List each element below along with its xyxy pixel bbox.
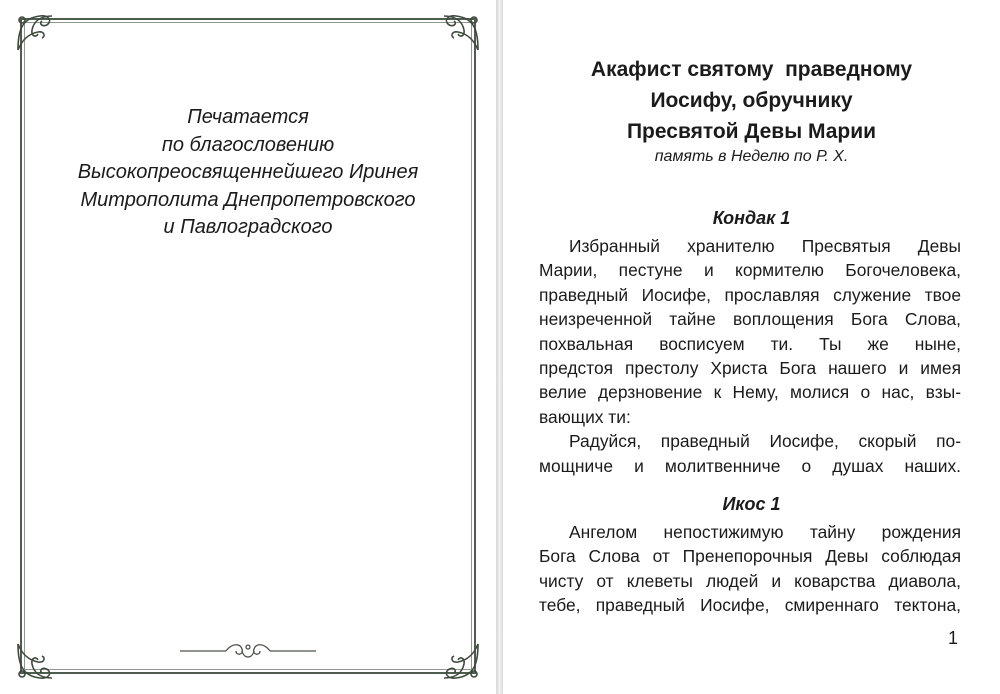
blessing-line: Высокопреосвященнейшего Иринея — [77, 161, 419, 183]
commemoration-subtitle: память в Неделю по Р. Х. — [654, 148, 849, 165]
corner-ornament-icon — [438, 10, 484, 56]
ikos-heading: Икос 1 — [722, 494, 781, 514]
text-line: предстоя престолу Христа Бога нашего и имея — [539, 357, 961, 378]
bottom-flourish-icon — [178, 640, 318, 662]
title-line: Иосифу, обручнику — [650, 89, 853, 112]
title-line: Пресвятой Девы Марии — [626, 120, 877, 143]
text-line: мощниче и молитвенниче о душах наших. — [539, 455, 961, 476]
text-line: похвальная восписуем ти. Ты же ныне, — [539, 333, 961, 354]
kondak-heading: Кондак 1 — [712, 208, 791, 228]
text-line: чисту от клеветы людей и коварства диавола, — [539, 570, 961, 591]
text-line: Радуйся, праведный Иосифе, скорый по- — [569, 431, 961, 452]
kondak-text — [539, 234, 961, 478]
text-line: праведный Иосифе, прославляя служение твое — [539, 284, 961, 305]
text-line: Бога Слова от Пренепорочныя Девы соблюдая — [539, 546, 961, 567]
akathist-title — [503, 54, 1000, 167]
corner-ornament-icon — [12, 638, 58, 684]
text-line: Избранный хранителю Пресвятыя Девы — [569, 236, 961, 256]
left-page — [0, 0, 496, 694]
text-line: вающих ти: — [539, 406, 631, 427]
blessing-line: Митрополита Днепропетровского — [80, 188, 416, 211]
text-line: Ангелом непостижимую тайну рождения — [569, 522, 961, 542]
right-page — [503, 0, 1000, 694]
text-line: велие дерзновение к Нему, молися о нас, взы- — [539, 382, 961, 403]
book-gutter — [496, 0, 503, 694]
title-line: Акафист святому праведному — [590, 58, 913, 81]
blessing-line: по благословению — [161, 133, 335, 156]
blessing-line: Печатается — [187, 106, 309, 128]
page-number: 1 — [947, 628, 958, 648]
corner-ornament-icon — [438, 638, 484, 684]
text-line: тебе, праведный Иосифе, смиреннаго тектона, — [539, 595, 961, 616]
corner-ornament-icon — [12, 10, 58, 56]
ikos-text — [539, 520, 961, 618]
text-line: Марии, пестуне и кормителю Богочеловека, — [539, 260, 961, 281]
blessing-line: и Павлоградского — [163, 216, 333, 238]
blessing-text — [40, 104, 456, 242]
text-line: неизреченной тайне воплощения Бога Слова, — [539, 309, 961, 330]
